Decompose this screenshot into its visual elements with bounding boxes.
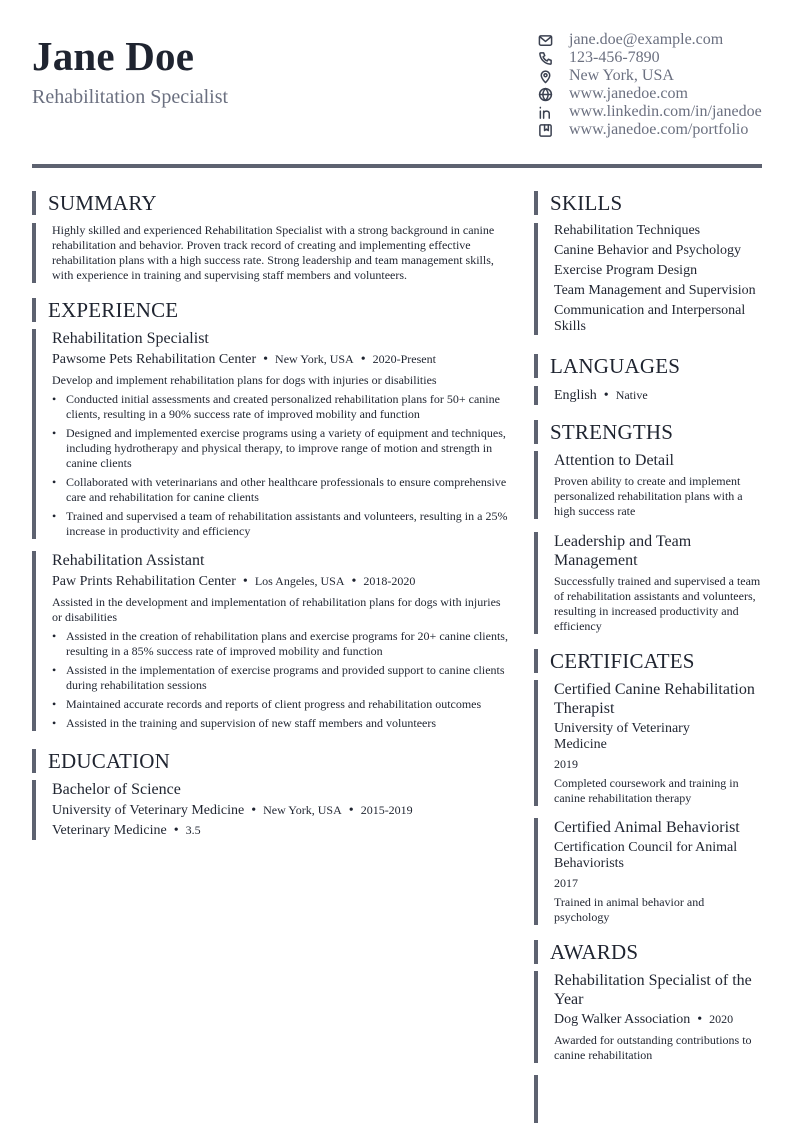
job-meta: Paw Prints Rehabilitation Center • Los Angeles, USA • 2018-2020 (52, 574, 416, 589)
strength-entry (534, 532, 764, 634)
job-location: New York, USA (275, 352, 354, 366)
job-bullets (52, 629, 510, 731)
certificate-description: Completed coursework and training in canine rehabilitation therapy (554, 776, 739, 805)
list-item: • Conducted initial assessments and created personalized rehabilitation plans for 50+ canine clients, resulting in a 90% success rate of improved mobility and function (52, 392, 510, 422)
job-title: Rehabilitation Specialist (52, 330, 209, 347)
education-heading: EDUCATION (32, 749, 510, 773)
contact-text: www.linkedin.com/in/janedoe (569, 103, 762, 120)
field-name: Veterinary Medicine (52, 823, 167, 838)
job-title: Rehabilitation Assistant (52, 552, 205, 569)
strengths-heading: STRENGTHS (534, 420, 764, 444)
empty-section-bar (534, 1075, 764, 1123)
strength-title: Leadership and Team Management (554, 533, 692, 569)
contact-list (537, 31, 767, 139)
field-of-study: Veterinary Medicine • 3.5 (52, 823, 201, 838)
job-dates: 2020-Present (372, 352, 436, 366)
certificate-title: Certified Animal Behaviorist (554, 819, 740, 836)
gpa-value: 3.5 (185, 823, 201, 837)
certificate-description: Trained in animal behavior and psychology (554, 895, 705, 924)
languages-heading: LANGUAGES (534, 354, 764, 378)
contact-text: New York, USA (569, 67, 674, 84)
linkedin-icon (537, 104, 553, 120)
school-name: University of Veterinary Medicine (52, 803, 245, 818)
summary-text: Highly skilled and experienced Rehabilitation Specialist with a strong background in canine rehabilitation and behavior. Proven track record of creating and implementing effective rehabilitation plans with a high success rate. Strong leadership and team management skills, with experience in training and supervising staff members and volunteers. (52, 223, 495, 282)
person-title: Rehabilitation Specialist (32, 86, 229, 108)
summary-heading: SUMMARY (32, 191, 510, 215)
phone-icon (537, 50, 553, 66)
certificate-year: 2019 (554, 757, 578, 771)
experience-heading: EXPERIENCE (32, 298, 510, 322)
contact-text: www.janedoe.com (569, 85, 688, 102)
skill-item: Exercise Program Design (554, 263, 698, 278)
person-name: Jane Doe (32, 33, 195, 79)
job-company: Pawsome Pets Rehabilitation Center (52, 352, 257, 367)
job-description: Develop and implement rehabilitation plans for dogs with injuries or disabilities (52, 373, 437, 387)
job-entry (32, 329, 510, 539)
strength-description: Proven ability to create and implement personalized rehabilitation plans with a high success rate (554, 474, 743, 518)
location-pin-icon (537, 68, 553, 84)
right-column (534, 191, 764, 1123)
school-location: New York, USA (263, 803, 342, 817)
list-item: • Designed and implemented exercise programs using a variety of equipment and techniques, including hydrotherapy and physical therapy, to improve range of motion and strength in canine clients (52, 426, 510, 471)
list-item: • Maintained accurate records and reports of client progress and rehabilitation outcomes (52, 697, 510, 712)
strength-entry (534, 451, 764, 519)
skills-heading: SKILLS (534, 191, 764, 215)
language-entry (534, 386, 764, 405)
award-org: Dog Walker Association (554, 1012, 691, 1027)
award-entry (534, 971, 764, 1063)
certificates-heading: CERTIFICATES (534, 649, 764, 673)
list-item: • Assisted in the implementation of exercise programs and provided support to canine clients during rehabilitation sessions (52, 663, 510, 693)
language-level: Native (615, 388, 648, 402)
job-entry (32, 551, 510, 731)
certificate-entry (534, 818, 764, 925)
job-meta: Pawsome Pets Rehabilitation Center • New York, USA • 2020-Present (52, 352, 436, 367)
list-item: • Assisted in the training and supervision of new staff members and volunteers (52, 716, 510, 731)
skill-item: Team Management and Supervision (554, 283, 756, 298)
certificate-entry (534, 680, 764, 806)
job-location: Los Angeles, USA (254, 574, 345, 588)
contact-email[interactable] (537, 31, 767, 49)
contact-text: www.janedoe.com/portfolio (569, 121, 749, 138)
job-company: Paw Prints Rehabilitation Center (52, 574, 236, 589)
contact-phone[interactable] (537, 49, 767, 67)
summary-section (32, 223, 510, 283)
degree-title: Bachelor of Science (52, 781, 181, 798)
globe-icon (537, 86, 553, 102)
certificate-org: Certification Council for Animal Behaviorists (554, 840, 738, 871)
contact-text: jane.doe@example.com (569, 31, 724, 48)
skills-list (534, 223, 764, 335)
award-year: 2020 (709, 1012, 734, 1026)
envelope-icon (537, 32, 553, 48)
list-item: • Assisted in the creation of rehabilitation plans and exercise programs for 20+ canine clients, resulting in a 85% success rate of improved mobility and function (52, 629, 510, 659)
contact-linkedin[interactable] (537, 103, 767, 121)
contact-location (537, 67, 767, 85)
job-dates: 2018-2020 (363, 574, 416, 588)
skill-item: Rehabilitation Techniques (554, 223, 701, 238)
certificate-year: 2017 (554, 876, 578, 890)
skill-item: Communication and Interpersonal Skills (554, 303, 746, 334)
education-entry (32, 780, 510, 840)
skill-item: Canine Behavior and Psychology (554, 243, 742, 258)
resume-header (32, 30, 762, 150)
education-dates: 2015-2019 (360, 803, 413, 817)
award-description: Awarded for outstanding contributions to canine rehabilitation (554, 1033, 752, 1062)
education-meta: University of Veterinary Medicine • New York, USA • 2015-2019 (52, 803, 413, 818)
header-divider (32, 164, 762, 168)
job-bullets (52, 392, 510, 539)
strength-title: Attention to Detail (554, 452, 674, 469)
job-description: Assisted in the development and implementation of rehabilitation plans for dogs with injuries or disabilities (52, 595, 501, 624)
left-column (32, 191, 510, 840)
bookmark-icon (537, 122, 553, 138)
contact-portfolio[interactable] (537, 121, 767, 139)
certificate-title: Certified Canine Rehabilitation Therapist (554, 681, 755, 717)
list-item: • Collaborated with veterinarians and other healthcare professionals to ensure comprehensive care and rehabilitation for canine clients (52, 475, 510, 505)
awards-heading: AWARDS (534, 940, 764, 964)
language-name: English (554, 388, 597, 403)
certificate-org: University of Veterinary Medicine (554, 721, 690, 752)
list-item: • Trained and supervised a team of rehabilitation assistants and volunteers, resulting in a 25% increase in productivity and efficiency (52, 509, 510, 539)
award-title: Rehabilitation Specialist of the Year (554, 972, 752, 1008)
contact-website[interactable] (537, 85, 767, 103)
language-row: English • Native (554, 388, 648, 403)
award-meta: Dog Walker Association • 2020 (554, 1012, 734, 1027)
contact-text: 123-456-7890 (569, 49, 660, 66)
strength-description: Successfully trained and supervised a team of rehabilitation assistants and volunteers, resulting in increased productivity and efficiency (554, 574, 761, 633)
